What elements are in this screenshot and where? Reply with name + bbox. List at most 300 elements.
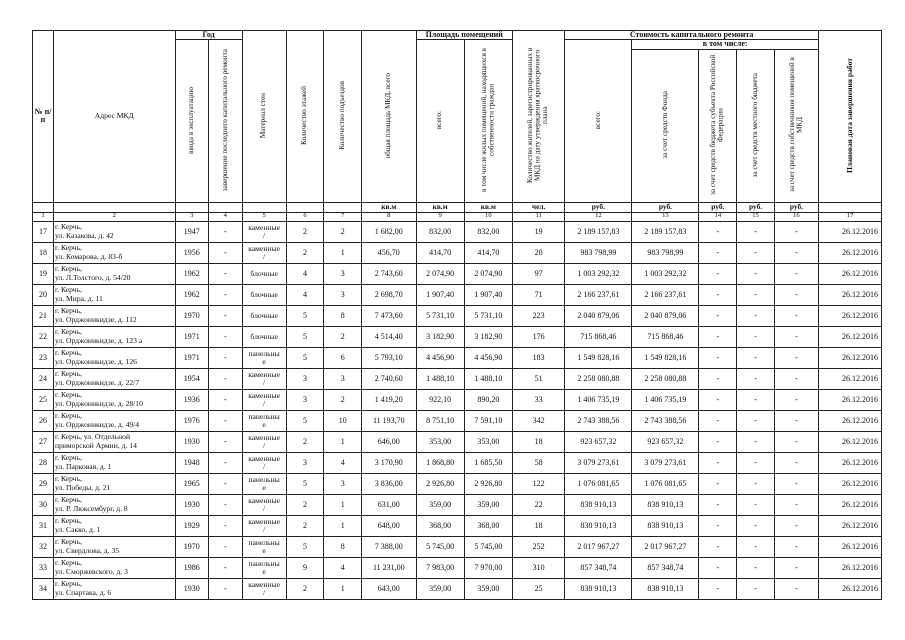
- row-residents: 18: [512, 515, 564, 536]
- row-residents: 20: [512, 242, 564, 263]
- row-number: 25: [33, 389, 54, 410]
- row-area-residential: 3 182,90: [464, 326, 512, 347]
- address-line-1: г. Керчь,: [54, 243, 82, 253]
- row-completion-date: 26.12.2016: [818, 368, 881, 389]
- row-address: [53, 326, 175, 347]
- row-year-last-repair: -: [209, 368, 243, 389]
- row-cost-local-budget: -: [737, 536, 775, 557]
- row-area-all: 922,10: [416, 389, 464, 410]
- row-wall-material: [242, 389, 286, 410]
- row-year-last-repair: -: [209, 536, 243, 557]
- material-line-2: е: [262, 419, 266, 429]
- row-number: 23: [33, 347, 54, 368]
- row-number: 22: [33, 326, 54, 347]
- row-address: [53, 578, 175, 599]
- row-cost-subject-budget: -: [699, 284, 737, 305]
- address-line-2: приморской Армии, д. 14: [54, 440, 137, 450]
- row-cost-all: 923 657,32: [565, 431, 632, 452]
- row-cost-owners: -: [774, 242, 818, 263]
- row-cost-local-budget: -: [737, 368, 775, 389]
- row-year-commission: 1930: [175, 578, 209, 599]
- row-area-residential: 832,00: [464, 221, 512, 242]
- row-residents: 33: [512, 389, 564, 410]
- row-cost-fund: 1 003 292,32: [632, 263, 699, 284]
- row-year-commission: 1948: [175, 452, 209, 473]
- row-area-residential: 890,20: [464, 389, 512, 410]
- row-completion-date: 26.12.2016: [818, 515, 881, 536]
- row-cost-subject-budget: -: [699, 410, 737, 431]
- row-cost-all: 838 910,13: [565, 494, 632, 515]
- material-line-1: блочные: [250, 331, 278, 341]
- row-area-all: 5 745,00: [416, 536, 464, 557]
- row-cost-all: 1 003 292,32: [565, 263, 632, 284]
- column-number: 9: [416, 212, 464, 221]
- row-area-all: 1 868,80: [416, 452, 464, 473]
- unit-total-area: кв.м: [362, 202, 416, 212]
- row-cost-fund: 857 348,74: [632, 557, 699, 578]
- row-year-last-repair: -: [209, 305, 243, 326]
- header-residents: Количество жителей, зарегистрированных в МКД на дату утверждения краткосрочного плана: [512, 31, 564, 203]
- address-line-2: ул. Свердлова, д. 35: [54, 545, 120, 555]
- capital-repair-table: [32, 30, 882, 600]
- row-completion-date: 26.12.2016: [818, 347, 881, 368]
- material-line-1: панельны: [248, 474, 280, 484]
- row-cost-subject-budget: -: [699, 368, 737, 389]
- row-cost-fund: 2 040 879,06: [632, 305, 699, 326]
- row-area-residential: 1 907,40: [464, 284, 512, 305]
- row-residents: 310: [512, 557, 564, 578]
- row-total-area: 1 682,00: [362, 221, 416, 242]
- row-floors: 2: [286, 515, 324, 536]
- table-row: [33, 452, 882, 473]
- material-line-2: е: [262, 482, 266, 492]
- row-completion-date: 26.12.2016: [818, 263, 881, 284]
- row-number: 26: [33, 410, 54, 431]
- row-year-last-repair: -: [209, 389, 243, 410]
- column-number: 12: [565, 212, 632, 221]
- row-area-all: 2 926,80: [416, 473, 464, 494]
- row-entrances: 4: [324, 452, 362, 473]
- unit-cost-all: руб.: [565, 202, 632, 212]
- column-number: 8: [362, 212, 416, 221]
- row-cost-subject-budget: -: [699, 473, 737, 494]
- row-cost-owners: -: [774, 305, 818, 326]
- row-wall-material: [242, 284, 286, 305]
- row-residents: 19: [512, 221, 564, 242]
- row-cost-subject-budget: -: [699, 557, 737, 578]
- row-total-area: 11 231,00: [362, 557, 416, 578]
- row-cost-local-budget: -: [737, 347, 775, 368]
- column-number: 6: [286, 212, 324, 221]
- row-total-area: 631,00: [362, 494, 416, 515]
- row-completion-date: 26.12.2016: [818, 221, 881, 242]
- address-line-1: г. Керчь,: [54, 264, 82, 274]
- row-entrances: 4: [324, 557, 362, 578]
- row-cost-owners: -: [774, 431, 818, 452]
- row-floors: 9: [286, 557, 324, 578]
- unit-cost-subject-budget: руб.: [699, 202, 737, 212]
- row-number: 29: [33, 473, 54, 494]
- row-floors: 2: [286, 242, 324, 263]
- row-entrances: 6: [324, 347, 362, 368]
- material-line-1: каменные: [248, 516, 280, 526]
- row-year-last-repair: -: [209, 473, 243, 494]
- table-body: [33, 221, 882, 599]
- row-cost-local-budget: -: [737, 389, 775, 410]
- address-line-2: ул. Л.Толстого, д. 54/20: [54, 272, 131, 282]
- row-address: [53, 557, 175, 578]
- row-completion-date: 26.12.2016: [818, 410, 881, 431]
- row-cost-fund: 3 079 273,61: [632, 452, 699, 473]
- row-address: [53, 515, 175, 536]
- row-entrances: 1: [324, 431, 362, 452]
- row-year-last-repair: -: [209, 326, 243, 347]
- unit-area-all: кв.м: [416, 202, 464, 212]
- row-area-residential: 1 488,10: [464, 368, 512, 389]
- row-wall-material: [242, 347, 286, 368]
- row-floors: 5: [286, 536, 324, 557]
- row-total-area: 456,70: [362, 242, 416, 263]
- row-year-last-repair: -: [209, 410, 243, 431]
- row-cost-fund: 838 910,13: [632, 515, 699, 536]
- row-cost-local-budget: -: [737, 578, 775, 599]
- row-year-last-repair: -: [209, 515, 243, 536]
- row-cost-owners: -: [774, 221, 818, 242]
- row-address: [53, 242, 175, 263]
- address-line-2: ул. Орджоникидзе, д. 123 а: [54, 335, 143, 345]
- row-floors: 4: [286, 263, 324, 284]
- row-entrances: 10: [324, 410, 362, 431]
- row-area-all: 359,00: [416, 578, 464, 599]
- row-total-area: 1 419,20: [362, 389, 416, 410]
- header-year-commission: ввода в эксплуатацию: [175, 40, 209, 202]
- row-cost-local-budget: -: [737, 242, 775, 263]
- header-cost-subject-budget: за счет средств бюджета субъекта Российской Федерации: [699, 49, 737, 202]
- row-year-commission: 1947: [175, 221, 209, 242]
- row-cost-owners: -: [774, 494, 818, 515]
- row-residents: 97: [512, 263, 564, 284]
- row-area-all: 414,70: [416, 242, 464, 263]
- row-residents: 22: [512, 494, 564, 515]
- row-number: 30: [33, 494, 54, 515]
- column-number: 2: [53, 212, 175, 221]
- material-line-1: каменные: [248, 369, 280, 379]
- material-line-1: каменные: [248, 390, 280, 400]
- row-total-area: 5 793,10: [362, 347, 416, 368]
- row-cost-all: 1 406 735,19: [565, 389, 632, 410]
- row-cost-fund: 2 166 237,61: [632, 284, 699, 305]
- table-row: [33, 410, 882, 431]
- row-cost-all: 3 079 273,61: [565, 452, 632, 473]
- header-entrances: Количество подъездов: [324, 31, 362, 203]
- row-total-area: 2 740,60: [362, 368, 416, 389]
- table-row: [33, 389, 882, 410]
- row-completion-date: 26.12.2016: [818, 326, 881, 347]
- row-total-area: 7 473,60: [362, 305, 416, 326]
- material-line-2: е: [262, 566, 266, 576]
- row-address: [53, 305, 175, 326]
- column-number: 1: [33, 212, 54, 221]
- row-year-commission: 1954: [175, 368, 209, 389]
- row-cost-local-budget: -: [737, 431, 775, 452]
- row-year-commission: 1929: [175, 515, 209, 536]
- row-entrances: 8: [324, 305, 362, 326]
- row-floors: 3: [286, 368, 324, 389]
- row-area-residential: 5 731,10: [464, 305, 512, 326]
- row-entrances: 3: [324, 473, 362, 494]
- row-wall-material: [242, 263, 286, 284]
- row-floors: 3: [286, 452, 324, 473]
- row-number: 31: [33, 515, 54, 536]
- row-cost-owners: -: [774, 578, 818, 599]
- row-cost-all: 2 743 388,56: [565, 410, 632, 431]
- row-year-commission: 1930: [175, 431, 209, 452]
- row-residents: 122: [512, 473, 564, 494]
- row-wall-material: [242, 221, 286, 242]
- row-cost-owners: -: [774, 452, 818, 473]
- address-line-1: г. Керчь,: [54, 222, 82, 232]
- row-area-all: 832,00: [416, 221, 464, 242]
- row-area-all: 359,00: [416, 494, 464, 515]
- row-cost-owners: -: [774, 410, 818, 431]
- row-cost-local-budget: -: [737, 410, 775, 431]
- row-area-all: 1 907,40: [416, 284, 464, 305]
- row-cost-local-budget: -: [737, 473, 775, 494]
- address-line-2: ул. Парковая, д. 1: [54, 461, 112, 471]
- row-cost-subject-budget: -: [699, 221, 737, 242]
- row-year-commission: 1971: [175, 347, 209, 368]
- material-line-1: каменные: [248, 243, 280, 253]
- row-cost-owners: -: [774, 284, 818, 305]
- row-entrances: 1: [324, 515, 362, 536]
- row-cost-owners: -: [774, 263, 818, 284]
- column-number: 11: [512, 212, 564, 221]
- row-area-residential: 353,00: [464, 431, 512, 452]
- address-line-2: ул. Победы, д. 21: [54, 482, 111, 492]
- row-number: 33: [33, 557, 54, 578]
- row-wall-material: [242, 452, 286, 473]
- row-cost-subject-budget: -: [699, 326, 737, 347]
- table-row: [33, 326, 882, 347]
- row-cost-fund: 1 076 081,65: [632, 473, 699, 494]
- row-area-all: 4 456,90: [416, 347, 464, 368]
- address-line-1: г. Керчь,: [54, 537, 82, 547]
- row-entrances: 1: [324, 494, 362, 515]
- material-line-1: каменные: [248, 495, 280, 505]
- material-line-1: панельны: [248, 558, 280, 568]
- row-cost-subject-budget: -: [699, 452, 737, 473]
- row-residents: 71: [512, 284, 564, 305]
- row-completion-date: 26.12.2016: [818, 284, 881, 305]
- address-line-2: ул. Орджоникидзе, д. 28/10: [54, 398, 143, 408]
- row-year-commission: 1970: [175, 305, 209, 326]
- row-year-last-repair: -: [209, 557, 243, 578]
- material-line-1: блочные: [250, 268, 278, 278]
- row-year-last-repair: -: [209, 431, 243, 452]
- row-area-all: 368,00: [416, 515, 464, 536]
- row-cost-all: 857 348,74: [565, 557, 632, 578]
- row-floors: 5: [286, 326, 324, 347]
- material-line-2: /: [263, 461, 266, 471]
- column-number: 7: [324, 212, 362, 221]
- row-year-commission: 1962: [175, 263, 209, 284]
- table-row: [33, 578, 882, 599]
- row-cost-fund: 2 258 080,88: [632, 368, 699, 389]
- row-total-area: 2 743,60: [362, 263, 416, 284]
- material-line-1: панельны: [248, 348, 280, 358]
- row-cost-local-budget: -: [737, 221, 775, 242]
- row-address: [53, 263, 175, 284]
- row-cost-subject-budget: -: [699, 242, 737, 263]
- row-total-area: 648,00: [362, 515, 416, 536]
- row-total-area: 7 388,00: [362, 536, 416, 557]
- row-address: [53, 536, 175, 557]
- row-address: [53, 389, 175, 410]
- row-wall-material: [242, 326, 286, 347]
- address-line-2: ул. Орджоникидзе, д. 112: [54, 314, 137, 324]
- row-cost-subject-budget: -: [699, 515, 737, 536]
- row-year-last-repair: -: [209, 242, 243, 263]
- row-entrances: 2: [324, 326, 362, 347]
- table-row: [33, 221, 882, 242]
- row-total-area: 3 836,00: [362, 473, 416, 494]
- row-total-area: 2 698,70: [362, 284, 416, 305]
- row-area-all: 2 074,90: [416, 263, 464, 284]
- header-cost-owners: за счет средств собственников помещений в МКД: [774, 49, 818, 202]
- row-cost-all: 2 258 080,88: [565, 368, 632, 389]
- row-floors: 2: [286, 431, 324, 452]
- row-floors: 5: [286, 347, 324, 368]
- row-cost-all: 2 166 237,61: [565, 284, 632, 305]
- material-line-1: блочные: [250, 310, 278, 320]
- row-floors: 3: [286, 389, 324, 410]
- address-line-2: ул. Спартака, д. 6: [54, 587, 112, 597]
- row-residents: 183: [512, 347, 564, 368]
- address-line-2: ул. Орджоникидзе, д. 126: [54, 356, 137, 366]
- row-cost-local-budget: -: [737, 557, 775, 578]
- row-address: [53, 221, 175, 242]
- row-entrances: 1: [324, 242, 362, 263]
- address-line-1: г. Керчь,: [54, 474, 82, 484]
- row-area-residential: 368,00: [464, 515, 512, 536]
- header-area-group: Площадь помещений: [416, 31, 512, 40]
- header-num: № п/п: [33, 31, 54, 203]
- row-residents: 223: [512, 305, 564, 326]
- row-year-last-repair: -: [209, 578, 243, 599]
- row-cost-owners: -: [774, 347, 818, 368]
- column-number: 17: [818, 212, 881, 221]
- row-cost-all: 2 017 967,27: [565, 536, 632, 557]
- row-completion-date: 26.12.2016: [818, 242, 881, 263]
- row-completion-date: 26.12.2016: [818, 536, 881, 557]
- header-year-group: Год: [175, 31, 242, 40]
- row-entrances: 3: [324, 368, 362, 389]
- row-entrances: 1: [324, 578, 362, 599]
- row-cost-all: 1 549 828,16: [565, 347, 632, 368]
- row-total-area: 646,00: [362, 431, 416, 452]
- column-numbers-row: [33, 212, 882, 221]
- row-residents: 252: [512, 536, 564, 557]
- row-cost-owners: -: [774, 368, 818, 389]
- material-line-2: /: [263, 230, 266, 240]
- row-completion-date: 26.12.2016: [818, 557, 881, 578]
- address-line-1: г. Керчь,: [54, 579, 82, 589]
- address-line-1: г. Керчь,: [54, 306, 82, 316]
- row-total-area: 643,00: [362, 578, 416, 599]
- row-residents: 342: [512, 410, 564, 431]
- unit-cost-fund: руб.: [632, 202, 699, 212]
- row-completion-date: 26.12.2016: [818, 305, 881, 326]
- row-year-commission: 1930: [175, 494, 209, 515]
- row-completion-date: 26.12.2016: [818, 578, 881, 599]
- row-residents: 176: [512, 326, 564, 347]
- row-cost-owners: -: [774, 515, 818, 536]
- table-row: [33, 536, 882, 557]
- row-area-all: 3 182,90: [416, 326, 464, 347]
- material-line-2: /: [263, 251, 266, 261]
- row-cost-subject-budget: -: [699, 494, 737, 515]
- address-line-1: г. Керчь,: [54, 390, 82, 400]
- table-row: [33, 515, 882, 536]
- row-address: [53, 284, 175, 305]
- column-number: 5: [242, 212, 286, 221]
- row-total-area: 11 193,70: [362, 410, 416, 431]
- material-line-2: /: [263, 503, 266, 513]
- table-row: [33, 431, 882, 452]
- header-cost-including: в том числе:: [632, 40, 819, 49]
- address-line-2: ул. Сморжевского, д. 3: [54, 566, 128, 576]
- row-total-area: 4 514,40: [362, 326, 416, 347]
- row-cost-all: 838 910,13: [565, 578, 632, 599]
- row-wall-material: [242, 473, 286, 494]
- row-area-all: 353,00: [416, 431, 464, 452]
- row-wall-material: [242, 578, 286, 599]
- header-wall-material: Материал стен: [242, 31, 286, 203]
- material-line-2: /: [263, 524, 266, 534]
- address-line-2: ул. Казакова, д. 42: [54, 230, 114, 240]
- column-number: 16: [774, 212, 818, 221]
- row-area-residential: 414,70: [464, 242, 512, 263]
- row-wall-material: [242, 557, 286, 578]
- unit-cost-local-budget: руб.: [737, 202, 775, 212]
- row-number: 34: [33, 578, 54, 599]
- row-address: [53, 368, 175, 389]
- row-cost-fund: 838 910,13: [632, 578, 699, 599]
- row-year-commission: 1971: [175, 326, 209, 347]
- row-completion-date: 26.12.2016: [818, 389, 881, 410]
- column-number: 13: [632, 212, 699, 221]
- row-entrances: 3: [324, 284, 362, 305]
- row-year-commission: 1976: [175, 410, 209, 431]
- row-area-residential: 2 926,80: [464, 473, 512, 494]
- row-cost-local-budget: -: [737, 284, 775, 305]
- row-cost-subject-budget: -: [699, 578, 737, 599]
- unit-cost-owners: руб.: [774, 202, 818, 212]
- row-floors: 2: [286, 578, 324, 599]
- row-cost-owners: -: [774, 557, 818, 578]
- unit-area-residential: кв.м: [464, 202, 512, 212]
- row-address: [53, 347, 175, 368]
- row-area-residential: 7 970,00: [464, 557, 512, 578]
- table-row: [33, 494, 882, 515]
- header-year-last-repair: завершение последнего капитального ремонта: [209, 40, 243, 202]
- row-cost-local-budget: -: [737, 305, 775, 326]
- row-cost-fund: 923 657,32: [632, 431, 699, 452]
- row-area-all: 5 731,10: [416, 305, 464, 326]
- row-cost-all: 1 076 081,65: [565, 473, 632, 494]
- row-year-commission: 1936: [175, 389, 209, 410]
- row-cost-owners: -: [774, 389, 818, 410]
